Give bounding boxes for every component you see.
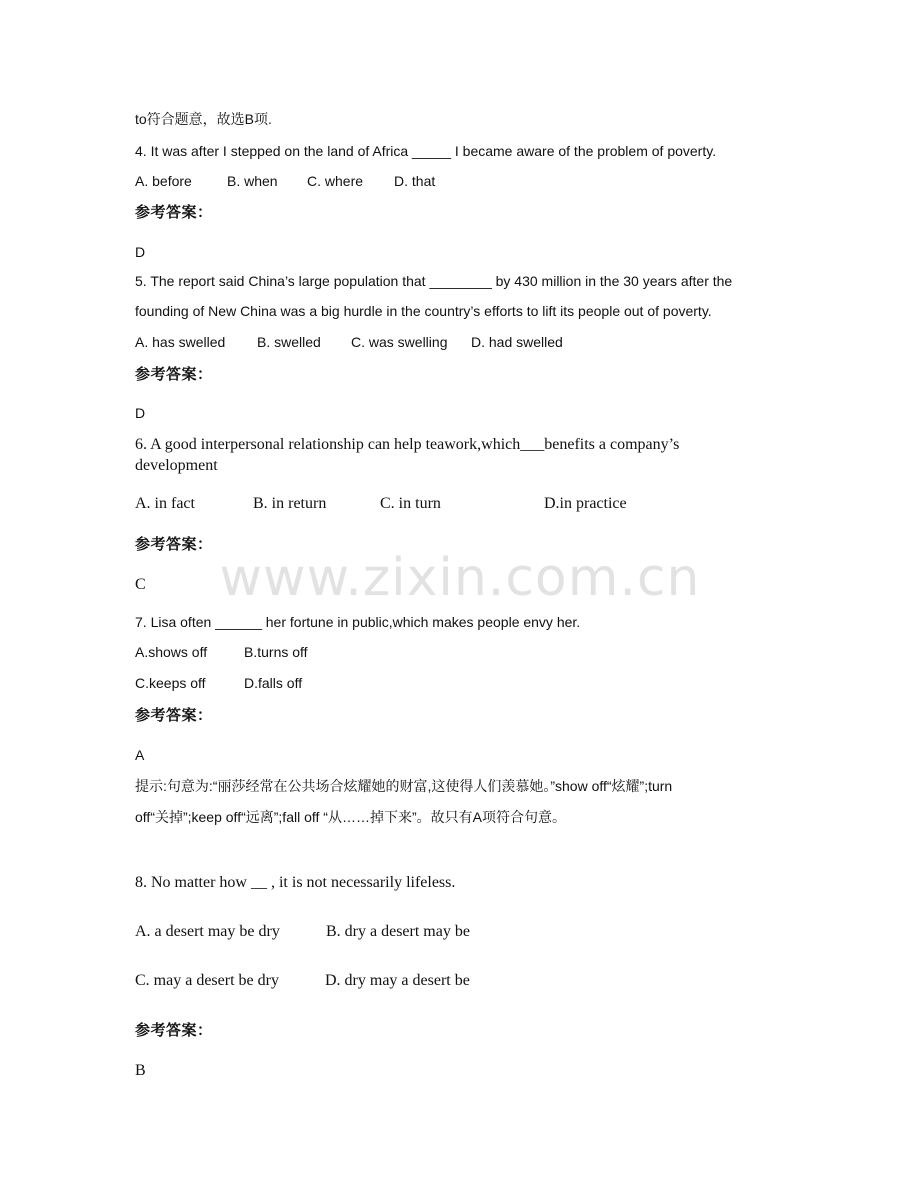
question-7-explanation-line-1: 提示:句意为:“丽莎经常在公共场合炫耀她的财富,这使得人们羡慕她。”show off“炫耀”;turn: [135, 778, 673, 794]
option-d: D. had swelled: [471, 334, 563, 350]
option-c: C. was swelling: [351, 334, 448, 350]
question-6-stem-line-2: development: [135, 457, 218, 474]
answer-heading: 参考答案：: [135, 1021, 213, 1039]
option-d: D.falls off: [244, 675, 303, 691]
question-4-stem: 4. It was after I stepped on the land of Africa _____ I became aware of the problem of poverty.: [135, 143, 717, 159]
option-b: B.turns off: [244, 644, 308, 660]
question-7-answer: A: [135, 747, 145, 763]
question-4-answer: D: [135, 244, 146, 260]
question-5-stem-line-2: founding of New China was a big hurdle in the country’s efforts to lift its people out of poverty.: [135, 303, 712, 319]
watermark: www.zixin.com.cn: [219, 548, 701, 608]
question-7-explanation-line-2: off“关掉”;keep off“远离”;fall off “从……掉下来”。故只有A项符合句意。: [135, 809, 566, 825]
option-b: B. swelled: [257, 334, 321, 350]
answer-heading: 参考答案：: [135, 706, 213, 724]
option-c: C. may a desert be dry: [135, 972, 279, 989]
answer-heading: 参考答案：: [135, 365, 213, 383]
question-5-stem-line-1: 5. The report said China’s large population that ________ by 430 million in the 30 years after the: [135, 273, 733, 289]
option-c: C. in turn: [380, 495, 441, 512]
option-d: D.in practice: [544, 495, 627, 512]
question-5-answer: D: [135, 405, 146, 421]
option-b: B. dry a desert may be: [326, 923, 470, 940]
option-a: A. a desert may be dry: [135, 923, 280, 940]
option-c: C.keeps off: [135, 675, 206, 691]
option-a: A. has swelled: [135, 334, 226, 350]
question-8-answer: B: [135, 1062, 146, 1079]
question-8-stem: 8. No matter how __ , it is not necessarily lifeless.: [135, 874, 456, 891]
question-6-answer: C: [135, 576, 146, 593]
option-a: A. before: [135, 173, 192, 189]
option-a: A.shows off: [135, 644, 208, 660]
option-a: A. in fact: [135, 495, 195, 512]
option-d: D. dry may a desert be: [325, 972, 470, 989]
option-b: B. when: [227, 173, 278, 189]
option-b: B. in return: [253, 495, 327, 512]
answer-heading: 参考答案：: [135, 203, 213, 221]
option-d: D. that: [394, 173, 436, 189]
answer-heading: 参考答案：: [135, 535, 213, 553]
question-6-stem-line-1: 6. A good interpersonal relationship can help teawork,which___benefits a company’s: [135, 436, 680, 453]
option-c: C. where: [307, 173, 364, 189]
question-7-stem: 7. Lisa often ______ her fortune in public,which makes people envy her.: [135, 614, 581, 630]
intro-line: to符合题意，故选B项.: [135, 111, 272, 127]
